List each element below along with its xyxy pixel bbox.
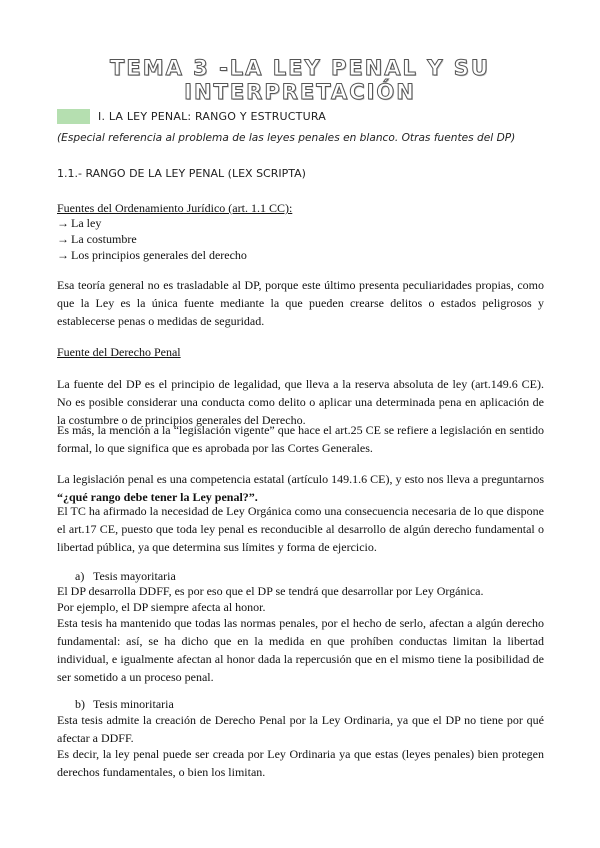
- paragraph: Es más, la mención a la “legislación vigente” que hace el art.25 CE se refiere a legislación en sentido formal, lo que significa que es aprobada por las Cortes Generales.: [57, 423, 544, 455]
- paragraph-text: La legislación penal es una competencia estatal (artículo 149.1.6 CE), y esto nos lleva a preguntarnos: [57, 472, 544, 486]
- list-item: [57, 248, 247, 264]
- thesis-a-line: El DP desarrolla DDFF, es por eso que el DP se tendrá que desarrollar por Ley Orgánica.: [57, 584, 484, 598]
- section-subheading: (Especial referencia al problema de las leyes penales en blanco. Otras fuentes del DP): [57, 132, 516, 144]
- list-item: [57, 232, 137, 248]
- section-heading: I. LA LEY PENAL: RANGO Y ESTRUCTURA: [98, 110, 326, 123]
- thesis-b-label: b): [75, 697, 85, 711]
- paragraph: El TC ha afirmado la necesidad de Ley Orgánica como una consecuencia necesaria de lo que dispone el art.17 CE, puesto que toda ley penal es reconducible al desarrollo de algún derecho fundamental o libertad pública, ya que determina sus límites y forma de ejercicio.: [57, 504, 544, 554]
- list-item: [57, 216, 101, 232]
- paragraph: Esa teoría general no es trasladable al DP, porque este último presenta peculiaridades propias, como que la Ley es la única fuente mediante la que pueden crearse delitos o estados peligrosos y establecerse penas o medidas de seguridad.: [57, 278, 544, 328]
- thesis-b-paragraph: Esta tesis admite la creación de Derecho Penal por la Ley Ordinaria, ya que el DP no tiene por qué afectar a DDFF.: [57, 713, 544, 745]
- thesis-b-paragraph: Es decir, la ley penal puede ser creada por Ley Ordinaria ya que estas (leyes penales) bien protegen derechos fundamentales, o bien los limitan.: [57, 747, 544, 779]
- thesis-a-heading: Tesis mayoritaria: [93, 569, 176, 583]
- highlight-marker: [57, 109, 90, 124]
- paragraph: La fuente del DP es el principio de legalidad, que lleva a la reserva absoluta de ley (art.149.6 CE). No es posible considerar una conducta como delito o aplicar una determinada pena en aplicación de la costumbre o de principios generales del Derecho.: [57, 377, 544, 427]
- list-item-label: La ley: [71, 216, 102, 230]
- subsection-heading: 1.1.- RANGO DE LA LEY PENAL (LEX SCRIPTA): [57, 167, 306, 180]
- thesis-a-label: a): [75, 569, 85, 583]
- sources-heading: Fuentes del Ordenamiento Jurídico (art. 1.1 CC):: [57, 201, 293, 215]
- thesis-a-line: Por ejemplo, el DP siempre afecta al honor.: [57, 600, 266, 614]
- list-item-label: La costumbre: [71, 232, 137, 246]
- thesis-a-paragraph: Esta tesis ha mantenido que todas las normas penales, por el hecho de serlo, afectan a algún derecho fundamental: así, se ha dicho que en la medida en que prohíben conductas limitan la libertad individual, e igualmente afectan al honor dada la repercusión que en el mismo tiene la posibilidad de ser sometido a un proceso penal.: [57, 616, 544, 684]
- paragraph: [57, 470, 544, 506]
- thesis-b-heading: Tesis minoritaria: [93, 697, 174, 711]
- document-title: TEMA 3 -LA LEY PENAL Y SU INTERPRETACIÓN: [110, 56, 490, 104]
- arrow-icon: →: [57, 232, 69, 246]
- arrow-icon: →: [57, 216, 69, 230]
- section-heading-fuente: Fuente del Derecho Penal: [57, 345, 181, 359]
- question-text: “¿qué rango debe tener la Ley penal?”.: [57, 490, 258, 504]
- arrow-icon: →: [57, 248, 69, 262]
- list-item-label: Los principios generales del derecho: [71, 248, 247, 262]
